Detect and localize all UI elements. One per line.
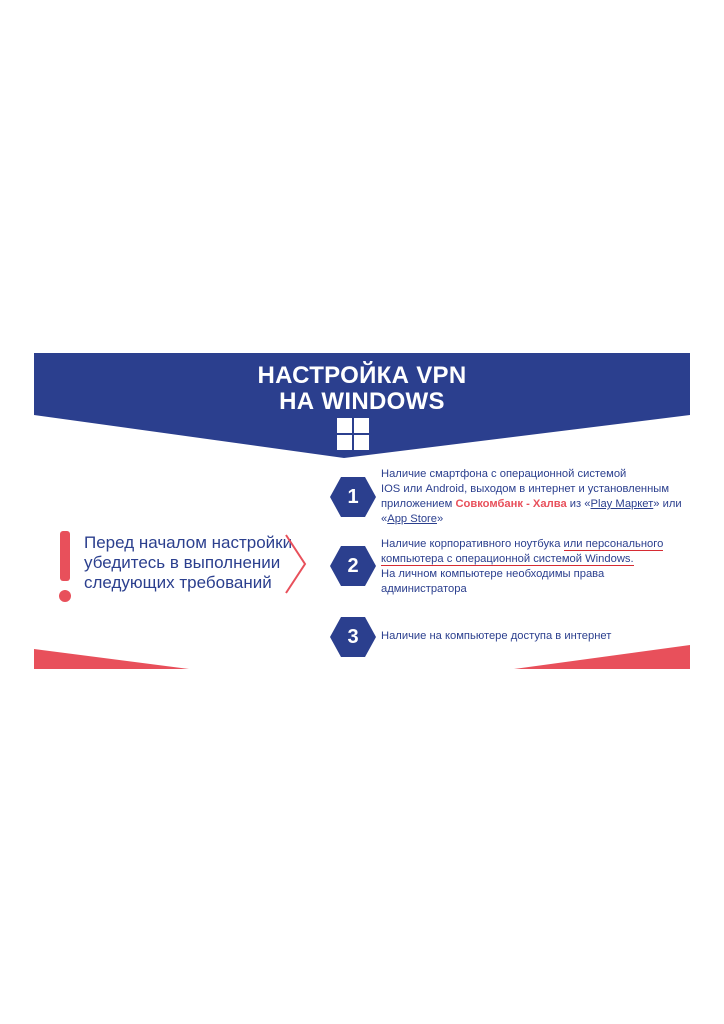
chevron-right-icon [284, 533, 308, 595]
bottom-left-red-triangle [34, 649, 189, 669]
prerequisite-line-1: Перед началом настройки [84, 533, 293, 552]
title-line-2: НА WINDOWS [279, 388, 445, 415]
prerequisite-line-3: следующих требований [84, 573, 272, 592]
requirement-1-text: Наличие смартфона с операционной системой IOS или Android, выходом в интернет и установленным приложением Совкомбанк - Халва из «Play Маркет» или «App Store» [381, 468, 682, 525]
vpn-setup-banner [34, 353, 690, 671]
title-line-1: НАСТРОЙКА VPN [257, 362, 467, 389]
prerequisite-note [84, 533, 293, 593]
app-name: Совкомбанк - Халва [455, 498, 567, 510]
app-store-link[interactable]: App Store [387, 513, 437, 525]
windows-logo-icon [337, 418, 369, 450]
step-3-badge: 3 [330, 617, 376, 657]
bottom-right-red-triangle [514, 645, 690, 669]
play-market-link[interactable]: Play Маркет [590, 498, 654, 510]
prerequisite-line-2: убедитесь в выполнении [84, 553, 281, 572]
highlighted-text: или персонального [563, 538, 664, 550]
page-title [34, 363, 690, 415]
step-1-badge: 1 [330, 477, 376, 517]
step-2-badge: 2 [330, 546, 376, 586]
requirement-3-text: Наличие на компьютере доступа в интернет [381, 630, 612, 642]
highlighted-text-2: компьютера с операционной системой Windows. [381, 553, 634, 565]
requirement-2-text: Наличие корпоративного ноутбука или персонального компьютера с операционной системой Windows. На личном компьютере необходимы права администратора [381, 538, 664, 595]
